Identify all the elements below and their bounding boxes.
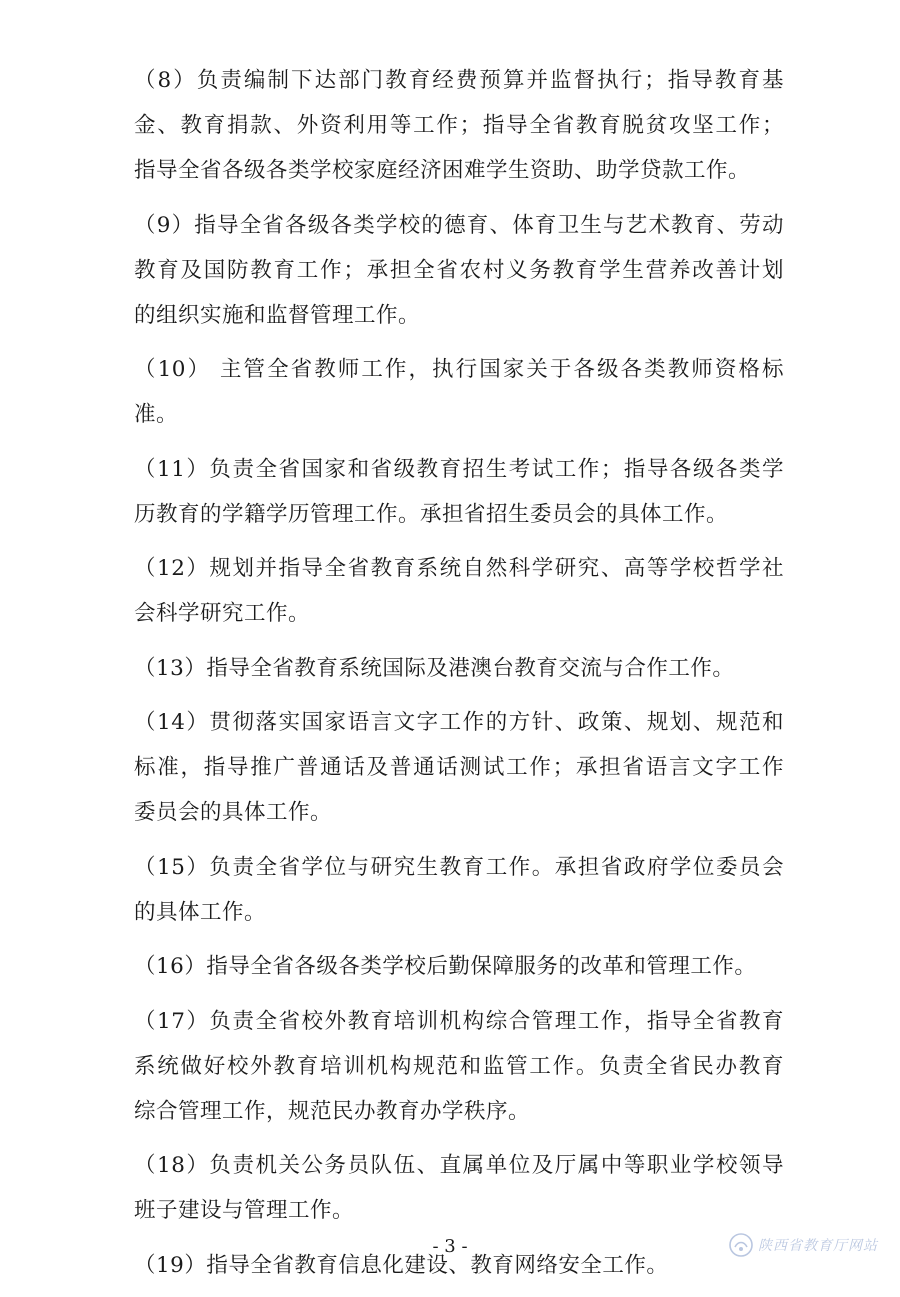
duty-item-line: （10） 主管全省教师工作，执行国家关于各级各类教师资格标 [134,357,784,382]
duty-item-line: 标准，指导推广普通话及普通话测试工作；承担省语言文字工作 [134,755,784,780]
duty-item-line: 历教育的学籍学历管理工作。承担省招生委员会的具体工作。 [134,501,729,527]
duty-item-line: （17）负责全省校外教育培训机构综合管理工作，指导全省教育 [134,1008,784,1034]
duty-item-line: 的组织实施和监督管理工作。 [134,302,421,328]
duty-item [134,58,784,193]
duty-item-line: （14）贯彻落实国家语言文字工作的方针、政策、规划、规范和 [134,710,784,735]
watermark [728,1232,878,1258]
duty-item-line: （8）负责编制下达部门教育经费预算并监督执行；指导教育基 [134,68,784,93]
duty-item [134,546,784,636]
duty-item [134,347,784,437]
duty-item-line: 委员会的具体工作。 [134,800,333,825]
duty-item-line: 教育及国防教育工作；承担全省农村义务教育学生营养改善计划 [134,257,784,283]
duty-item-line: （19）指导全省教育信息化建设、教育网络安全工作。 [134,1252,669,1278]
duty-item [134,944,784,989]
duty-item-line: （18）负责机关公务员队伍、直属单位及厅属中等职业学校领导 [134,1153,784,1178]
document-body [134,58,784,1297]
duty-item-line: 系统做好校外教育培训机构规范和监管工作。负责全省民办教育 [134,1053,784,1079]
duty-item [134,700,784,835]
duty-item-line: 的具体工作。 [134,899,267,925]
watermark-text: 陕西省教育厅网站 [758,1238,878,1254]
duty-item-line: （9）指导全省各级各类学校的德育、体育卫生与艺术教育、劳动 [134,212,784,238]
duty-item-line: 班子建设与管理工作。 [134,1198,355,1223]
duty-item-line: （12）规划并指导全省教育系统自然科学研究、高等学校哲学社 [134,556,784,581]
duty-item-line: 综合管理工作，规范民办教育办学秩序。 [134,1098,531,1124]
duty-item [134,203,784,338]
duty-item-line: （13）指导全省教育系统国际及港澳台教育交流与合作工作。 [134,655,735,681]
page-number: - 3 - [432,1236,468,1257]
duty-item-line: 准。 [134,402,179,427]
duty-item-line: （16）指导全省各级各类学校后勤保障服务的改革和管理工作。 [134,954,757,979]
duty-item [134,999,784,1134]
duty-item-line: 会科学研究工作。 [134,601,311,626]
duty-item [134,845,784,935]
duty-item [134,1143,784,1233]
duty-item [134,447,784,537]
duty-item-line: 金、教育捐款、外资利用等工作；指导全省教育脱贫攻坚工作； [134,113,784,138]
duty-item-line: （15）负责全省学位与研究生教育工作。承担省政府学位委员会 [134,854,784,880]
site-logo-icon [728,1232,754,1258]
duty-item-line: 指导全省各级各类学校家庭经济困难学生资助、助学贷款工作。 [134,158,751,183]
duty-item-line: （11）负责全省国家和省级教育招生考试工作；指导各级各类学 [134,456,784,482]
duty-item [134,646,784,691]
